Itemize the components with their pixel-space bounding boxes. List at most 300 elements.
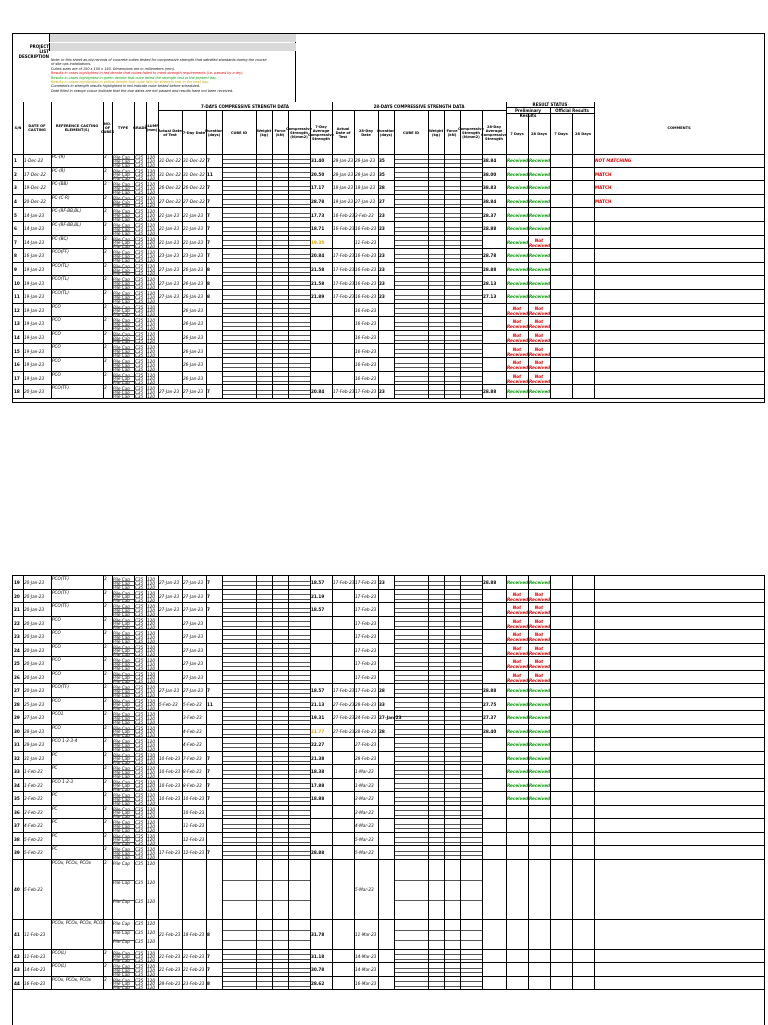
table-row[interactable] bbox=[13, 222, 764, 236]
sub-row-divider bbox=[112, 707, 134, 708]
sub-row-divider bbox=[394, 824, 428, 825]
cell-slump: 120 bbox=[147, 820, 155, 825]
sub-row-divider bbox=[460, 828, 482, 829]
sub-row-divider bbox=[288, 675, 310, 676]
cell-t28: 28-Jan-23 bbox=[333, 158, 354, 164]
column-divider bbox=[206, 752, 207, 765]
table-row[interactable] bbox=[13, 208, 764, 222]
cell-type: Pile Cap bbox=[113, 752, 130, 758]
column-divider bbox=[112, 617, 113, 630]
sub-row-divider bbox=[460, 340, 482, 341]
sub-row-divider bbox=[288, 621, 310, 622]
column-divider bbox=[310, 290, 311, 303]
sub-row-divider bbox=[428, 313, 444, 314]
sub-row-divider bbox=[288, 335, 310, 336]
cell-d7: 26-Jan-23 bbox=[183, 375, 204, 381]
column-divider bbox=[506, 779, 507, 792]
sub-row-divider bbox=[256, 824, 272, 825]
sub-row-divider bbox=[394, 227, 428, 228]
sub-row-divider bbox=[444, 326, 460, 327]
cell-n: 3 bbox=[104, 358, 107, 363]
sub-row-divider bbox=[444, 900, 460, 901]
sub-row-divider bbox=[394, 608, 428, 609]
cell-slump: 120 bbox=[147, 698, 155, 704]
sub-row-divider bbox=[444, 381, 460, 382]
cell-p7: Received bbox=[507, 171, 529, 177]
column-divider bbox=[482, 372, 483, 385]
column-divider bbox=[482, 846, 483, 859]
sub-row-divider bbox=[428, 245, 444, 246]
cell-grade: C35 bbox=[135, 349, 144, 355]
column-divider bbox=[428, 950, 429, 963]
cell-d7: 7-Feb-23 bbox=[183, 755, 202, 761]
table-row[interactable] bbox=[13, 779, 764, 793]
cell-slump: 120 bbox=[147, 719, 155, 725]
sub-row-divider bbox=[288, 880, 310, 881]
sub-row-divider bbox=[444, 880, 460, 881]
column-divider bbox=[112, 195, 113, 208]
column-divider bbox=[550, 181, 551, 194]
column-divider bbox=[506, 833, 507, 846]
column-divider bbox=[482, 950, 483, 963]
sub-row-divider bbox=[112, 648, 134, 649]
sub-row-divider bbox=[460, 299, 482, 300]
header-f: Force (kN) bbox=[274, 128, 286, 137]
table-row[interactable] bbox=[13, 331, 764, 345]
sub-row-divider bbox=[272, 702, 288, 703]
column-divider bbox=[256, 236, 257, 249]
column-divider bbox=[206, 603, 207, 616]
cell-p7: Not Received bbox=[507, 672, 529, 683]
sub-row-divider bbox=[112, 217, 134, 218]
column-divider bbox=[394, 154, 395, 167]
column-divider bbox=[158, 738, 159, 751]
table-row[interactable] bbox=[13, 698, 764, 712]
sub-row-divider bbox=[288, 720, 310, 721]
column-divider bbox=[256, 950, 257, 963]
sub-row-divider bbox=[444, 986, 460, 987]
sub-row-divider bbox=[256, 626, 272, 627]
sub-row-divider bbox=[444, 743, 460, 744]
table-row[interactable] bbox=[13, 590, 764, 604]
sub-row-divider bbox=[288, 702, 310, 703]
column-divider bbox=[103, 603, 104, 616]
column-divider bbox=[222, 181, 223, 194]
column-divider bbox=[460, 222, 461, 235]
cell-slump: 120 bbox=[147, 760, 155, 765]
cell-slump: 120 bbox=[147, 304, 155, 310]
column-divider bbox=[134, 236, 135, 249]
column-divider bbox=[594, 358, 595, 371]
cell-d7: 5-Feb-23 bbox=[183, 701, 202, 707]
column-divider bbox=[594, 236, 595, 249]
sub-row-divider bbox=[428, 702, 444, 703]
table-row[interactable] bbox=[13, 154, 764, 168]
column-divider bbox=[146, 154, 147, 167]
column-divider bbox=[550, 819, 551, 832]
column-divider bbox=[572, 222, 573, 235]
column-divider bbox=[460, 344, 461, 357]
sub-row-divider bbox=[428, 972, 444, 973]
sub-row-divider bbox=[112, 349, 134, 350]
cell-avg7: 18.57 bbox=[311, 607, 325, 613]
column-divider bbox=[51, 590, 52, 603]
cell-p28: Received bbox=[529, 688, 551, 694]
column-divider bbox=[482, 860, 483, 919]
cell-type: Pile Cap bbox=[113, 291, 130, 296]
cell-p7: Received bbox=[507, 199, 529, 205]
sub-row-divider bbox=[112, 824, 134, 825]
sub-row-divider bbox=[288, 299, 310, 300]
cell-type: Pile Cap bbox=[113, 263, 130, 269]
column-divider bbox=[332, 372, 333, 385]
column-divider bbox=[222, 765, 223, 778]
sub-row-divider bbox=[256, 680, 272, 681]
table-row[interactable] bbox=[13, 950, 764, 964]
column-divider bbox=[310, 344, 311, 357]
column-divider bbox=[354, 208, 355, 221]
column-divider bbox=[444, 920, 445, 949]
sub-row-divider bbox=[428, 322, 444, 323]
column-divider bbox=[378, 806, 379, 819]
sub-row-divider bbox=[428, 626, 444, 627]
sub-row-divider bbox=[428, 308, 444, 309]
column-divider bbox=[103, 977, 104, 990]
column-divider bbox=[528, 644, 529, 657]
column-divider bbox=[146, 779, 147, 792]
column-divider bbox=[112, 154, 113, 167]
sub-row-divider bbox=[222, 227, 256, 228]
column-divider bbox=[146, 684, 147, 697]
column-divider bbox=[310, 792, 311, 805]
table-row[interactable] bbox=[13, 576, 764, 590]
column-divider bbox=[146, 765, 147, 778]
column-divider bbox=[354, 630, 355, 643]
column-divider bbox=[482, 154, 483, 167]
cell-type: Pile Cap bbox=[113, 760, 130, 765]
column-divider bbox=[354, 617, 355, 630]
cell-n: 3 bbox=[104, 724, 107, 730]
sub-row-divider bbox=[428, 940, 444, 941]
sub-row-divider bbox=[222, 972, 256, 973]
column-divider bbox=[332, 977, 333, 990]
cell-avg28: 28.78 bbox=[483, 253, 497, 259]
sub-row-divider bbox=[272, 363, 288, 364]
column-divider bbox=[182, 181, 183, 194]
sub-row-divider bbox=[394, 285, 428, 286]
column-divider bbox=[182, 222, 183, 235]
column-divider bbox=[222, 963, 223, 976]
table-row[interactable] bbox=[13, 168, 764, 182]
sub-row-divider bbox=[222, 585, 256, 586]
table-row[interactable] bbox=[13, 630, 764, 644]
table-row[interactable] bbox=[13, 806, 764, 820]
column-divider bbox=[310, 276, 311, 289]
table-row[interactable] bbox=[13, 304, 764, 318]
column-divider bbox=[550, 317, 551, 330]
cell-avg7: 18.57 bbox=[311, 688, 325, 694]
column-divider bbox=[256, 331, 257, 344]
column-divider bbox=[134, 331, 135, 344]
header-divider bbox=[332, 102, 333, 154]
cell-type: Pile Cap bbox=[113, 967, 130, 973]
sub-row-divider bbox=[112, 608, 134, 609]
table-row[interactable] bbox=[13, 249, 764, 263]
column-divider bbox=[506, 806, 507, 819]
sub-row-divider bbox=[256, 340, 272, 341]
column-divider bbox=[428, 154, 429, 167]
table-row[interactable] bbox=[13, 671, 764, 685]
cell-slump: 120 bbox=[147, 331, 155, 337]
header-divider bbox=[256, 111, 257, 154]
column-divider bbox=[444, 358, 445, 371]
sub-row-divider bbox=[444, 349, 460, 350]
cell-ref: PCO1 bbox=[52, 711, 64, 716]
cell-d7: 27-Jan-23 bbox=[183, 661, 204, 667]
table-row[interactable] bbox=[13, 920, 764, 950]
cell-type: Pile Cap bbox=[113, 742, 130, 748]
cell-p7: Received bbox=[507, 185, 529, 191]
column-divider bbox=[482, 752, 483, 765]
sub-row-divider bbox=[428, 258, 444, 259]
column-divider bbox=[272, 738, 273, 751]
column-divider bbox=[146, 644, 147, 657]
column-divider bbox=[158, 358, 159, 371]
sub-row-divider bbox=[222, 258, 256, 259]
table-row[interactable] bbox=[13, 684, 764, 698]
table-row[interactable] bbox=[13, 617, 764, 631]
column-divider bbox=[550, 331, 551, 344]
column-divider bbox=[310, 779, 311, 792]
table-row[interactable] bbox=[13, 317, 764, 331]
sub-row-divider bbox=[394, 245, 428, 246]
sub-row-divider bbox=[444, 340, 460, 341]
column-divider bbox=[103, 590, 104, 603]
table-row[interactable] bbox=[13, 276, 764, 290]
sub-row-divider bbox=[394, 900, 428, 901]
table-row[interactable] bbox=[13, 792, 764, 806]
sub-row-divider bbox=[288, 394, 310, 395]
cell-grade: C35 bbox=[135, 920, 144, 926]
column-divider bbox=[572, 792, 573, 805]
table-row[interactable] bbox=[13, 358, 764, 372]
cell-dur28: 35 bbox=[379, 171, 385, 177]
column-divider bbox=[206, 154, 207, 167]
cell-type: Pile Cap bbox=[113, 985, 130, 990]
sub-row-divider bbox=[460, 349, 482, 350]
sub-row-divider bbox=[428, 353, 444, 354]
column-divider bbox=[288, 752, 289, 765]
table-row[interactable] bbox=[13, 385, 764, 399]
table-row[interactable] bbox=[13, 860, 764, 920]
column-divider bbox=[394, 752, 395, 765]
column-divider bbox=[550, 208, 551, 221]
sub-row-divider bbox=[460, 231, 482, 232]
column-divider bbox=[550, 154, 551, 167]
cell-grade: C35 bbox=[135, 827, 144, 833]
header-cube28: CUBE ID bbox=[402, 130, 420, 135]
cell-type: Pile Cap bbox=[113, 810, 130, 816]
sub-row-divider bbox=[112, 797, 134, 798]
cell-type: Pile Cap bbox=[113, 823, 130, 829]
column-divider bbox=[506, 819, 507, 832]
cell-n: 3 bbox=[104, 603, 107, 608]
cell-d28: 11-Mar-23 bbox=[355, 932, 377, 937]
sub-row-divider bbox=[272, 231, 288, 232]
sub-row-divider bbox=[394, 797, 428, 798]
column-divider bbox=[288, 181, 289, 194]
table-row[interactable] bbox=[13, 833, 764, 847]
table-row[interactable] bbox=[13, 657, 764, 671]
cell-date: 19-Jan-23 bbox=[24, 267, 45, 273]
table-row[interactable] bbox=[13, 765, 764, 779]
column-divider bbox=[272, 752, 273, 765]
table-row[interactable] bbox=[13, 725, 764, 739]
column-divider bbox=[158, 304, 159, 317]
column-divider bbox=[394, 181, 395, 194]
header-o28: 28 Days bbox=[574, 132, 592, 136]
sub-row-divider bbox=[428, 986, 444, 987]
cell-slump: 120 bbox=[147, 854, 155, 860]
column-divider bbox=[506, 290, 507, 303]
cell-grade: C35 bbox=[135, 277, 144, 283]
column-divider bbox=[23, 590, 24, 603]
cell-n: 3 bbox=[104, 371, 107, 377]
sub-row-divider bbox=[272, 272, 288, 273]
sub-row-divider bbox=[394, 774, 428, 775]
sub-row-divider bbox=[256, 272, 272, 273]
table-row[interactable] bbox=[13, 344, 764, 358]
sub-row-divider bbox=[222, 394, 256, 395]
column-divider bbox=[444, 222, 445, 235]
column-divider bbox=[444, 181, 445, 194]
column-divider bbox=[158, 385, 159, 398]
cell-n: 3 bbox=[104, 805, 107, 811]
cell-grade: C35 bbox=[135, 372, 144, 378]
column-divider bbox=[528, 304, 529, 317]
table-row[interactable] bbox=[13, 711, 764, 725]
column-divider bbox=[103, 792, 104, 805]
column-divider bbox=[288, 154, 289, 167]
column-divider bbox=[460, 154, 461, 167]
cell-slump: 120 bbox=[147, 182, 155, 188]
cell-dur: 8 bbox=[207, 280, 210, 286]
table-row[interactable] bbox=[13, 195, 764, 209]
sub-row-divider bbox=[112, 163, 134, 164]
column-divider bbox=[506, 860, 507, 919]
column-divider bbox=[378, 263, 379, 276]
cell-date: 19-Jan-23 bbox=[24, 321, 45, 327]
column-divider bbox=[158, 617, 159, 630]
cell-grade: C35 bbox=[135, 665, 144, 671]
sub-row-divider bbox=[256, 217, 272, 218]
column-divider bbox=[272, 249, 273, 262]
column-divider bbox=[23, 304, 24, 317]
column-divider bbox=[482, 963, 483, 976]
cell-slump: 120 bbox=[147, 939, 155, 945]
sub-row-divider bbox=[460, 788, 482, 789]
column-divider bbox=[528, 725, 529, 738]
sub-row-divider bbox=[272, 788, 288, 789]
column-divider bbox=[394, 725, 395, 738]
column-divider bbox=[182, 792, 183, 805]
sub-row-divider bbox=[288, 267, 310, 268]
project-value-cell[interactable] bbox=[49, 43, 296, 51]
column-divider bbox=[550, 603, 551, 616]
header-divider bbox=[51, 102, 52, 154]
column-divider bbox=[378, 920, 379, 949]
cell-d7: 27-Jan-23 bbox=[183, 607, 204, 613]
column-divider bbox=[206, 576, 207, 589]
sub-row-divider bbox=[256, 199, 272, 200]
table-row[interactable] bbox=[13, 977, 764, 991]
cell-slump: 120 bbox=[147, 277, 155, 283]
sub-row-divider bbox=[394, 810, 428, 811]
column-divider bbox=[182, 806, 183, 819]
sub-row-divider bbox=[444, 159, 460, 160]
sub-row-divider bbox=[256, 801, 272, 802]
table-row[interactable] bbox=[13, 290, 764, 304]
column-divider bbox=[134, 154, 135, 167]
column-divider bbox=[428, 630, 429, 643]
sub-row-divider bbox=[222, 774, 256, 775]
column-divider bbox=[428, 358, 429, 371]
table-row[interactable] bbox=[13, 738, 764, 752]
sub-row-divider bbox=[394, 254, 428, 255]
project-name-cell[interactable] bbox=[49, 34, 296, 42]
table-row[interactable] bbox=[13, 963, 764, 977]
sub-row-divider bbox=[256, 227, 272, 228]
column-divider bbox=[332, 711, 333, 724]
sub-row-divider bbox=[112, 747, 134, 748]
cell-d28: 16-Feb-23 bbox=[355, 348, 377, 354]
table-row[interactable] bbox=[13, 236, 764, 250]
sub-row-divider bbox=[460, 258, 482, 259]
column-divider bbox=[594, 846, 595, 859]
table-row[interactable] bbox=[13, 752, 764, 766]
column-divider bbox=[134, 819, 135, 832]
table-row[interactable] bbox=[13, 372, 764, 386]
table-row[interactable] bbox=[13, 603, 764, 617]
sub-row-divider bbox=[222, 900, 256, 901]
cell-ref: PCO bbox=[52, 657, 61, 662]
cell-slump: 120 bbox=[147, 325, 155, 331]
cell-t28: 18-Jan-23 bbox=[333, 185, 354, 191]
sub-row-divider bbox=[272, 353, 288, 354]
table-row[interactable] bbox=[13, 819, 764, 833]
table-row[interactable] bbox=[13, 181, 764, 195]
table-row[interactable] bbox=[13, 644, 764, 658]
column-divider bbox=[354, 290, 355, 303]
column-divider bbox=[158, 195, 159, 208]
table-row[interactable] bbox=[13, 263, 764, 277]
column-divider bbox=[572, 358, 573, 371]
table-row[interactable] bbox=[13, 846, 764, 860]
sub-row-divider bbox=[394, 390, 428, 391]
sub-row-divider bbox=[444, 815, 460, 816]
cell-p28: Not Received bbox=[529, 672, 551, 683]
column-divider bbox=[394, 779, 395, 792]
column-divider bbox=[444, 792, 445, 805]
column-divider bbox=[51, 738, 52, 751]
column-divider bbox=[134, 950, 135, 963]
column-divider bbox=[460, 819, 461, 832]
bottom-sheet-page bbox=[12, 575, 765, 1025]
column-divider bbox=[506, 344, 507, 357]
column-divider bbox=[256, 846, 257, 859]
cell-type: Pile Cap bbox=[113, 590, 130, 596]
column-divider bbox=[182, 630, 183, 643]
